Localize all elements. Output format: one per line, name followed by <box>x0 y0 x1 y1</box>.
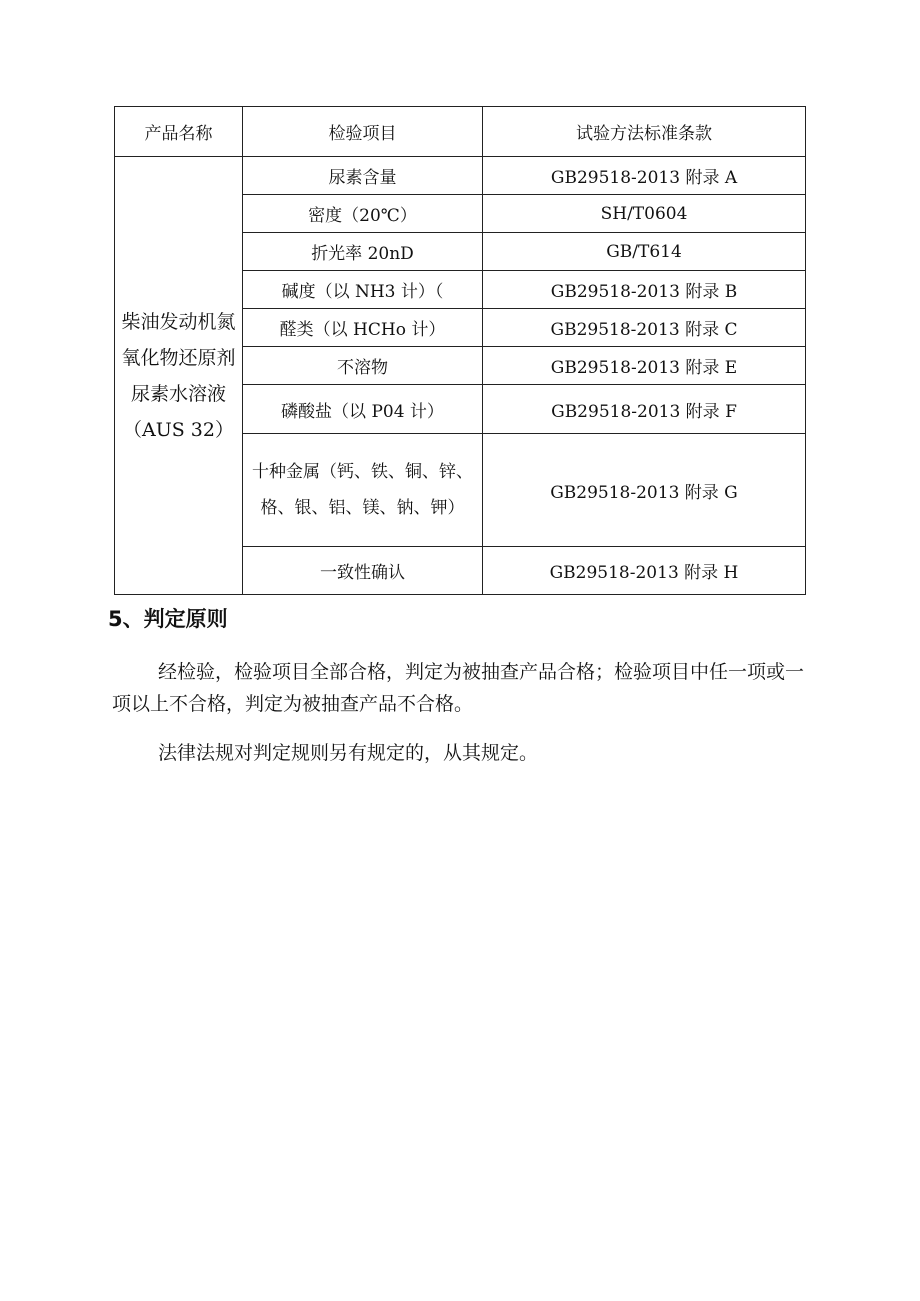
header-test-method: 试验方法标准条款 <box>483 107 806 157</box>
item-cell: 尿素含量 <box>243 157 483 195</box>
item-cell: 磷酸盐（以 P04 计） <box>243 385 483 434</box>
method-cell: GB29518-2013 附录 G <box>483 434 806 547</box>
item-cell: 十种金属（钙、铁、铜、锌、格、银、铝、镁、钠、钾） <box>243 434 483 547</box>
inspection-table <box>114 106 806 595</box>
table-header-row <box>115 107 806 157</box>
regulation-paragraph: 法律法规对判定规则另有规定的，从其规定。 <box>158 742 539 764</box>
method-cell: GB29518-2013 附录 F <box>483 385 806 434</box>
method-cell: GB29518-2013 附录 B <box>483 271 806 309</box>
item-cell: 密度（20℃） <box>243 195 483 233</box>
method-cell: GB29518-2013 附录 C <box>483 309 806 347</box>
method-cell: SH/T0604 <box>483 195 806 233</box>
item-cell: 醛类（以 HCHo 计） <box>243 309 483 347</box>
method-cell: GB29518-2013 附录 E <box>483 347 806 385</box>
method-cell: GB29518-2013 附录 A <box>483 157 806 195</box>
item-cell: 不溶物 <box>243 347 483 385</box>
item-cell: 碱度（以 NH3 计）（ <box>243 271 483 309</box>
header-product-name: 产品名称 <box>115 107 243 157</box>
judgment-paragraph: 经检验，检验项目全部合格，判定为被抽查产品合格；检验项目中任一项或一项以上不合格，判定为被抽查产品不合格。 <box>112 661 805 715</box>
header-inspection-item: 检验项目 <box>243 107 483 157</box>
table-row <box>115 157 806 195</box>
method-cell: GB/T614 <box>483 233 806 271</box>
product-name-cell: 柴油发动机氮氧化物还原剂尿素水溶液（AUS 32） <box>115 157 243 595</box>
item-cell: 折光率 20nD <box>243 233 483 271</box>
item-cell: 一致性确认 <box>243 547 483 595</box>
method-cell: GB29518-2013 附录 H <box>483 547 806 595</box>
section-heading: 5、判定原则 <box>108 607 228 631</box>
